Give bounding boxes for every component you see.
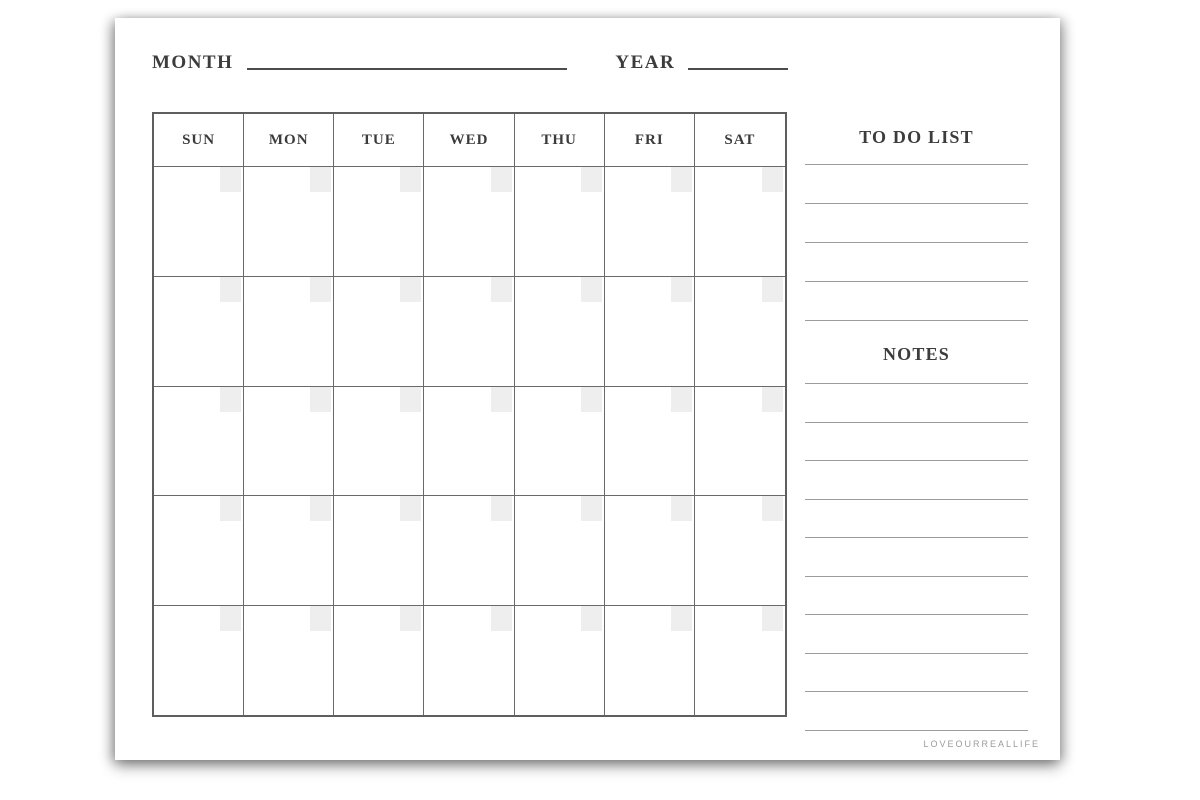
day-cell[interactable] — [244, 276, 334, 386]
weekday-header-mon: MON — [244, 114, 334, 166]
day-cell[interactable] — [334, 166, 424, 276]
day-cell[interactable] — [605, 166, 695, 276]
day-cell[interactable] — [515, 166, 605, 276]
weekday-header-fri: FRI — [605, 114, 695, 166]
notes-line[interactable] — [805, 384, 1028, 423]
date-number-box — [671, 277, 692, 302]
todo-line[interactable] — [805, 243, 1028, 282]
month-fill-line[interactable] — [247, 68, 567, 70]
day-cell[interactable] — [154, 605, 244, 715]
date-number-box — [581, 277, 602, 302]
day-cell[interactable] — [605, 386, 695, 496]
date-number-box — [581, 606, 602, 631]
date-number-box — [310, 167, 331, 192]
day-cell[interactable] — [424, 386, 514, 496]
date-number-box — [310, 387, 331, 412]
date-number-box — [762, 167, 783, 192]
day-cell[interactable] — [334, 495, 424, 605]
notes-line[interactable] — [805, 577, 1028, 616]
date-number-box — [310, 606, 331, 631]
notes-line[interactable] — [805, 367, 1028, 384]
date-number-box — [671, 496, 692, 521]
day-cell[interactable] — [244, 166, 334, 276]
day-cell[interactable] — [154, 166, 244, 276]
year-fill-line[interactable] — [688, 68, 788, 70]
calendar-body — [154, 166, 785, 715]
todo-line[interactable] — [805, 150, 1028, 165]
todo-title: TO DO LIST — [859, 127, 974, 147]
date-number-box — [581, 496, 602, 521]
date-number-box — [491, 496, 512, 521]
date-number-box — [581, 167, 602, 192]
todo-line[interactable] — [805, 204, 1028, 243]
day-cell[interactable] — [244, 605, 334, 715]
date-number-box — [220, 167, 241, 192]
notes-line[interactable] — [805, 692, 1028, 731]
day-cell[interactable] — [154, 495, 244, 605]
watermark: LOVEOURREALLIFE — [923, 739, 1040, 749]
notes-line[interactable] — [805, 461, 1028, 500]
date-number-box — [581, 387, 602, 412]
weekday-header-tue: TUE — [334, 114, 424, 166]
date-number-box — [491, 606, 512, 631]
date-number-box — [762, 277, 783, 302]
weekday-header-row — [154, 114, 785, 166]
date-number-box — [762, 606, 783, 631]
date-number-box — [491, 167, 512, 192]
day-cell[interactable] — [515, 605, 605, 715]
date-number-box — [671, 606, 692, 631]
day-cell[interactable] — [695, 495, 785, 605]
year-label: YEAR — [615, 52, 676, 73]
date-number-box — [220, 387, 241, 412]
notes-line[interactable] — [805, 615, 1028, 654]
date-number-box — [400, 496, 421, 521]
date-number-box — [400, 277, 421, 302]
day-cell[interactable] — [695, 386, 785, 496]
notes-line[interactable] — [805, 654, 1028, 693]
date-number-box — [491, 387, 512, 412]
day-cell[interactable] — [605, 276, 695, 386]
date-number-box — [220, 496, 241, 521]
notes-title: NOTES — [882, 344, 951, 364]
todo-line[interactable] — [805, 282, 1028, 321]
day-cell[interactable] — [424, 495, 514, 605]
day-cell[interactable] — [515, 386, 605, 496]
day-cell[interactable] — [515, 495, 605, 605]
notes-lines — [805, 367, 1028, 731]
month-label: MONTH — [152, 52, 234, 73]
day-cell[interactable] — [334, 605, 424, 715]
day-cell[interactable] — [695, 605, 785, 715]
date-number-box — [400, 606, 421, 631]
date-number-box — [220, 606, 241, 631]
date-number-box — [762, 387, 783, 412]
weekday-header-wed: WED — [424, 114, 514, 166]
day-cell[interactable] — [154, 386, 244, 496]
day-cell[interactable] — [605, 605, 695, 715]
todo-line[interactable] — [805, 165, 1028, 204]
date-number-box — [491, 277, 512, 302]
day-cell[interactable] — [695, 166, 785, 276]
notes-line[interactable] — [805, 538, 1028, 577]
sidebar — [805, 124, 1028, 731]
day-cell[interactable] — [695, 276, 785, 386]
calendar-grid — [152, 112, 787, 717]
date-number-box — [671, 387, 692, 412]
day-cell[interactable] — [424, 276, 514, 386]
date-number-box — [762, 496, 783, 521]
day-cell[interactable] — [515, 276, 605, 386]
date-number-box — [400, 387, 421, 412]
weekday-header-sun: SUN — [154, 114, 244, 166]
day-cell[interactable] — [424, 605, 514, 715]
weekday-header-thu: THU — [515, 114, 605, 166]
day-cell[interactable] — [334, 386, 424, 496]
date-number-box — [220, 277, 241, 302]
date-number-box — [400, 167, 421, 192]
notes-line[interactable] — [805, 423, 1028, 462]
notes-line[interactable] — [805, 500, 1028, 539]
day-cell[interactable] — [424, 166, 514, 276]
date-number-box — [310, 496, 331, 521]
day-cell[interactable] — [154, 276, 244, 386]
day-cell[interactable] — [244, 495, 334, 605]
calendar-printable-page — [115, 18, 1060, 760]
weekday-header-sat: SAT — [724, 131, 756, 148]
date-number-box — [310, 277, 331, 302]
day-cell[interactable] — [334, 276, 424, 386]
day-cell[interactable] — [605, 495, 695, 605]
todo-lines — [805, 150, 1028, 321]
date-number-box — [671, 167, 692, 192]
day-cell[interactable] — [244, 386, 334, 496]
month-year-header — [152, 50, 788, 76]
